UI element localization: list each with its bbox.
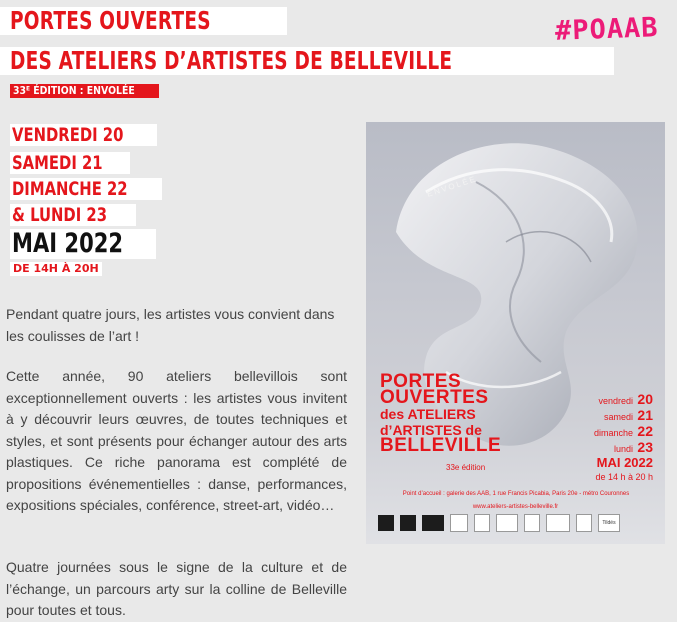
page-title-line-2: DES ATELIERS D’ARTISTES DE BELLEVILLE	[0, 47, 614, 75]
poster-website: www.ateliers-artistes-belleville.fr	[472, 504, 559, 510]
poster-dates: vendredi 20 samedi 21 dimanche 22 lundi 23 MAI 2022 de 14 h à 20 h	[593, 391, 653, 482]
tildes-logo: Tildés	[598, 514, 620, 532]
event-poster	[366, 122, 665, 544]
intro-paragraph: Pendant quatre jours, les artistes vous convient dans les coulisses de l’art !	[6, 306, 335, 344]
sponsor-logo-icon	[576, 514, 592, 532]
closing-paragraph: Quatre journées sous le signe de la culture et de l’échange, un parcours arty sur la colline de Belleville pour toutes et tous.	[6, 559, 347, 618]
date-monday: & LUNDI 23	[10, 204, 136, 226]
poster-sponsor-logos	[378, 514, 654, 532]
date-friday: VENDREDI 20	[10, 124, 157, 146]
sponsor-logo-icon	[546, 514, 570, 532]
date-month: MAI 2022	[10, 229, 156, 259]
saif-logo-icon	[496, 514, 518, 532]
poster-address: Point d’accueil : galerie des AAB, 1 rue Francis Picabia, Paris 20e - métro Couronnes	[402, 491, 630, 497]
date-saturday: SAMEDI 21	[10, 152, 130, 174]
date-sunday: DIMANCHE 22	[10, 178, 162, 200]
paris-logo-icon	[450, 514, 468, 532]
ateliers-logo-icon	[422, 515, 444, 531]
sponsor-logo-icon	[474, 514, 490, 532]
aab-logo-icon	[400, 515, 416, 531]
edition-badge: 33ᴱ ÉDITION : ENVOLÉE	[10, 84, 159, 98]
description-paragraph: Cette année, 90 ateliers bellevillois sont exceptionnellement ouverts : les artistes vous invitent à y découvrir leurs œuvres, de toutes techniques et styles, et sont présents pour échanger autour des arts plastiques. Ce riche panorama est complété de propositions événementielles : danse, performances, expositions spéciales, conférence, street-art, vidéo…	[6, 368, 347, 513]
poster-title: PORTES OUVERTES des ATELIERS d’ARTISTES de BELLEVILLE	[380, 371, 502, 456]
poster-envolee-label: ENVOLÉE	[425, 174, 478, 199]
poster-edition: 33e édition	[446, 463, 486, 472]
hashtag: #POAAB	[554, 12, 660, 47]
opening-hours: DE 14H À 20H	[10, 262, 102, 276]
page-title-line-1: PORTES OUVERTES	[0, 7, 287, 35]
sponsor-logo-icon	[524, 514, 540, 532]
qr-code-icon	[378, 515, 394, 531]
